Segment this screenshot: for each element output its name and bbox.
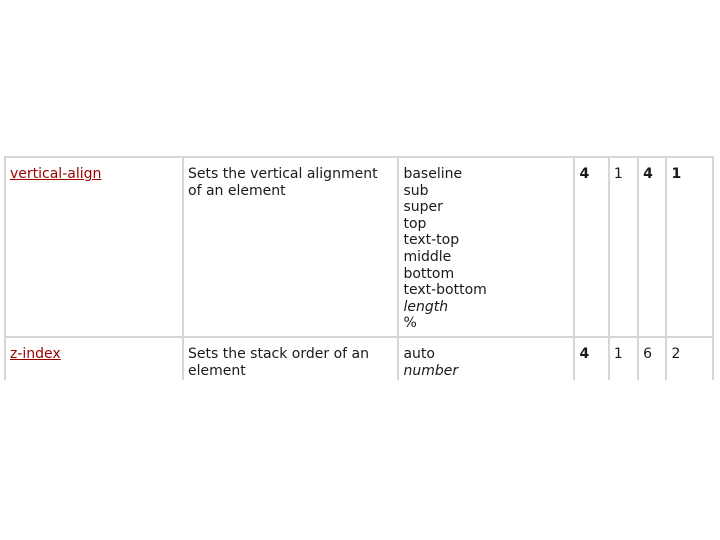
- value-item: middle: [403, 248, 452, 265]
- values-cell: [399, 338, 573, 383]
- property-cell: [6, 158, 182, 336]
- values-list: [403, 166, 569, 332]
- support-cell: 4: [639, 158, 665, 336]
- table-row: [6, 158, 712, 336]
- support-cell: 4: [575, 158, 607, 336]
- values-list: [403, 346, 569, 379]
- description-cell: Sets the vertical alignment of an element: [184, 158, 397, 336]
- support-cell: 4: [575, 338, 607, 383]
- value-item: baseline: [403, 166, 463, 182]
- value-item: super: [403, 199, 443, 216]
- value-item: top: [403, 215, 427, 232]
- support-cell: 2: [667, 338, 712, 383]
- property-cell: [6, 338, 182, 383]
- description-cell: Sets the stack order of an element: [184, 338, 397, 383]
- property-link-vertical-align[interactable]: vertical-align: [10, 166, 102, 182]
- value-item: %: [403, 315, 417, 332]
- css-properties-table-wrapper: [4, 156, 714, 380]
- support-cell: 1: [610, 158, 637, 336]
- css-properties-table: [4, 156, 714, 385]
- value-item: text-top: [403, 232, 460, 249]
- value-item: auto: [403, 345, 435, 362]
- values-cell: [399, 158, 573, 336]
- value-item: length: [403, 298, 449, 315]
- value-item: number: [403, 362, 459, 379]
- table-row: [6, 338, 712, 383]
- support-cell: 1: [610, 338, 637, 383]
- value-item: sub: [403, 182, 429, 199]
- support-cell: 1: [667, 158, 712, 336]
- value-item: bottom: [403, 265, 455, 282]
- property-link-z-index[interactable]: z-index: [10, 345, 61, 362]
- support-cell: 6: [639, 338, 665, 383]
- value-item: text-bottom: [403, 282, 487, 299]
